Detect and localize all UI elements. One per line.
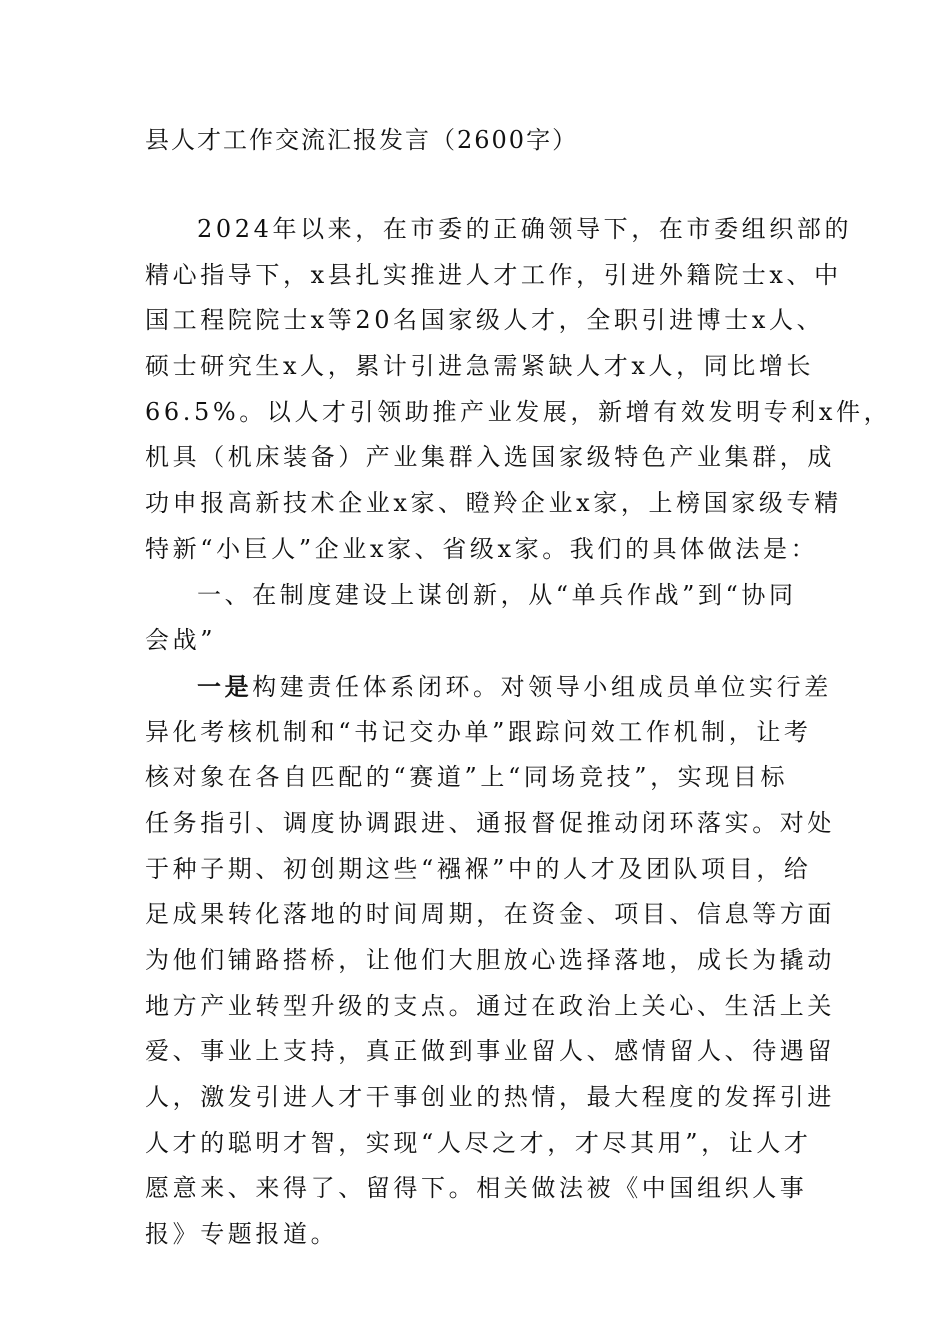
paragraph-line: 任务指引、调度协调跟进、通报督促推动闭环落实。对处 [145, 808, 835, 837]
paragraph-line: 66.5%。以人才引领助推产业发展，新增有效发明专利x件， [145, 397, 892, 426]
paragraph-line: 功申报高新技术企业x家、瞪羚企业x家，上榜国家级专精 [145, 489, 842, 518]
paragraph-line: 国工程院院士x等20名国家级人才，全职引进博士x人、 [145, 306, 825, 335]
paragraph-line: 为他们铺路搭桥，让他们大胆放心选择落地，成长为撬动 [145, 946, 835, 974]
paragraph-line: 爱、事业上支持，真正做到事业留人、感情留人、待遇留 [145, 1037, 835, 1066]
heading-line: 一、在制度建设上谋创新，从“单兵作战”到“协同 [197, 580, 797, 609]
paragraph-line: 异化考核机制和“书记交办单”跟踪问效工作机制，让考 [145, 717, 812, 746]
paragraph-line: 核对象在各自匹配的“赛道”上“同场竞技”，实现目标 [145, 763, 789, 792]
paragraph-line: 特新“小巨人”企业x家、省级x家。我们的具体做法是： [145, 534, 819, 563]
paragraph-line: 2024年以来，在市委的正确领导下，在市委组织部的 [197, 215, 853, 243]
document-title: 县人才工作交流汇报发言（2600字） [145, 126, 579, 154]
paragraph-line: 人才的聪明才智，实现“人尽之才，才尽其用”，让人才 [145, 1128, 812, 1157]
paragraph-line: 地方产业转型升级的支点。通过在政治上关心、生活上关 [145, 991, 835, 1020]
document-body [145, 207, 892, 1258]
paragraph-line: 愿意来、来得了、留得下。相关做法被《中国组织人事 [145, 1174, 808, 1203]
item-lead-label: 一是 [197, 671, 253, 701]
paragraph-line: 精心指导下，x县扎实推进人才工作，引进外籍院士x、中 [145, 260, 842, 289]
paragraph-line: 足成果转化落地的时间周期，在资金、项目、信息等方面 [145, 900, 835, 929]
paragraph-first-line [145, 664, 832, 710]
paragraph-item-one [145, 664, 835, 1258]
paragraph-line: 机具（机床装备）产业集群入选国家级特色产业集群，成 [145, 443, 835, 472]
paragraph-line: 于种子期、初创期这些“襁褓”中的人才及团队项目，给 [145, 854, 812, 883]
paragraph-line: 硕士研究生x人，累计引进急需紧缺人才x人，同比增长 [145, 352, 815, 381]
section-heading [145, 573, 805, 664]
paragraph-line: 报》专题报道。 [145, 1220, 339, 1249]
heading-line: 会战” [145, 626, 217, 655]
paragraph-line: 人，激发引进人才干事创业的热情，最大程度的发挥引进 [145, 1083, 835, 1112]
paragraph-intro [145, 207, 892, 573]
item-lead-text: 构建责任体系闭环。对领导小组成员单位实行差 [252, 672, 832, 701]
